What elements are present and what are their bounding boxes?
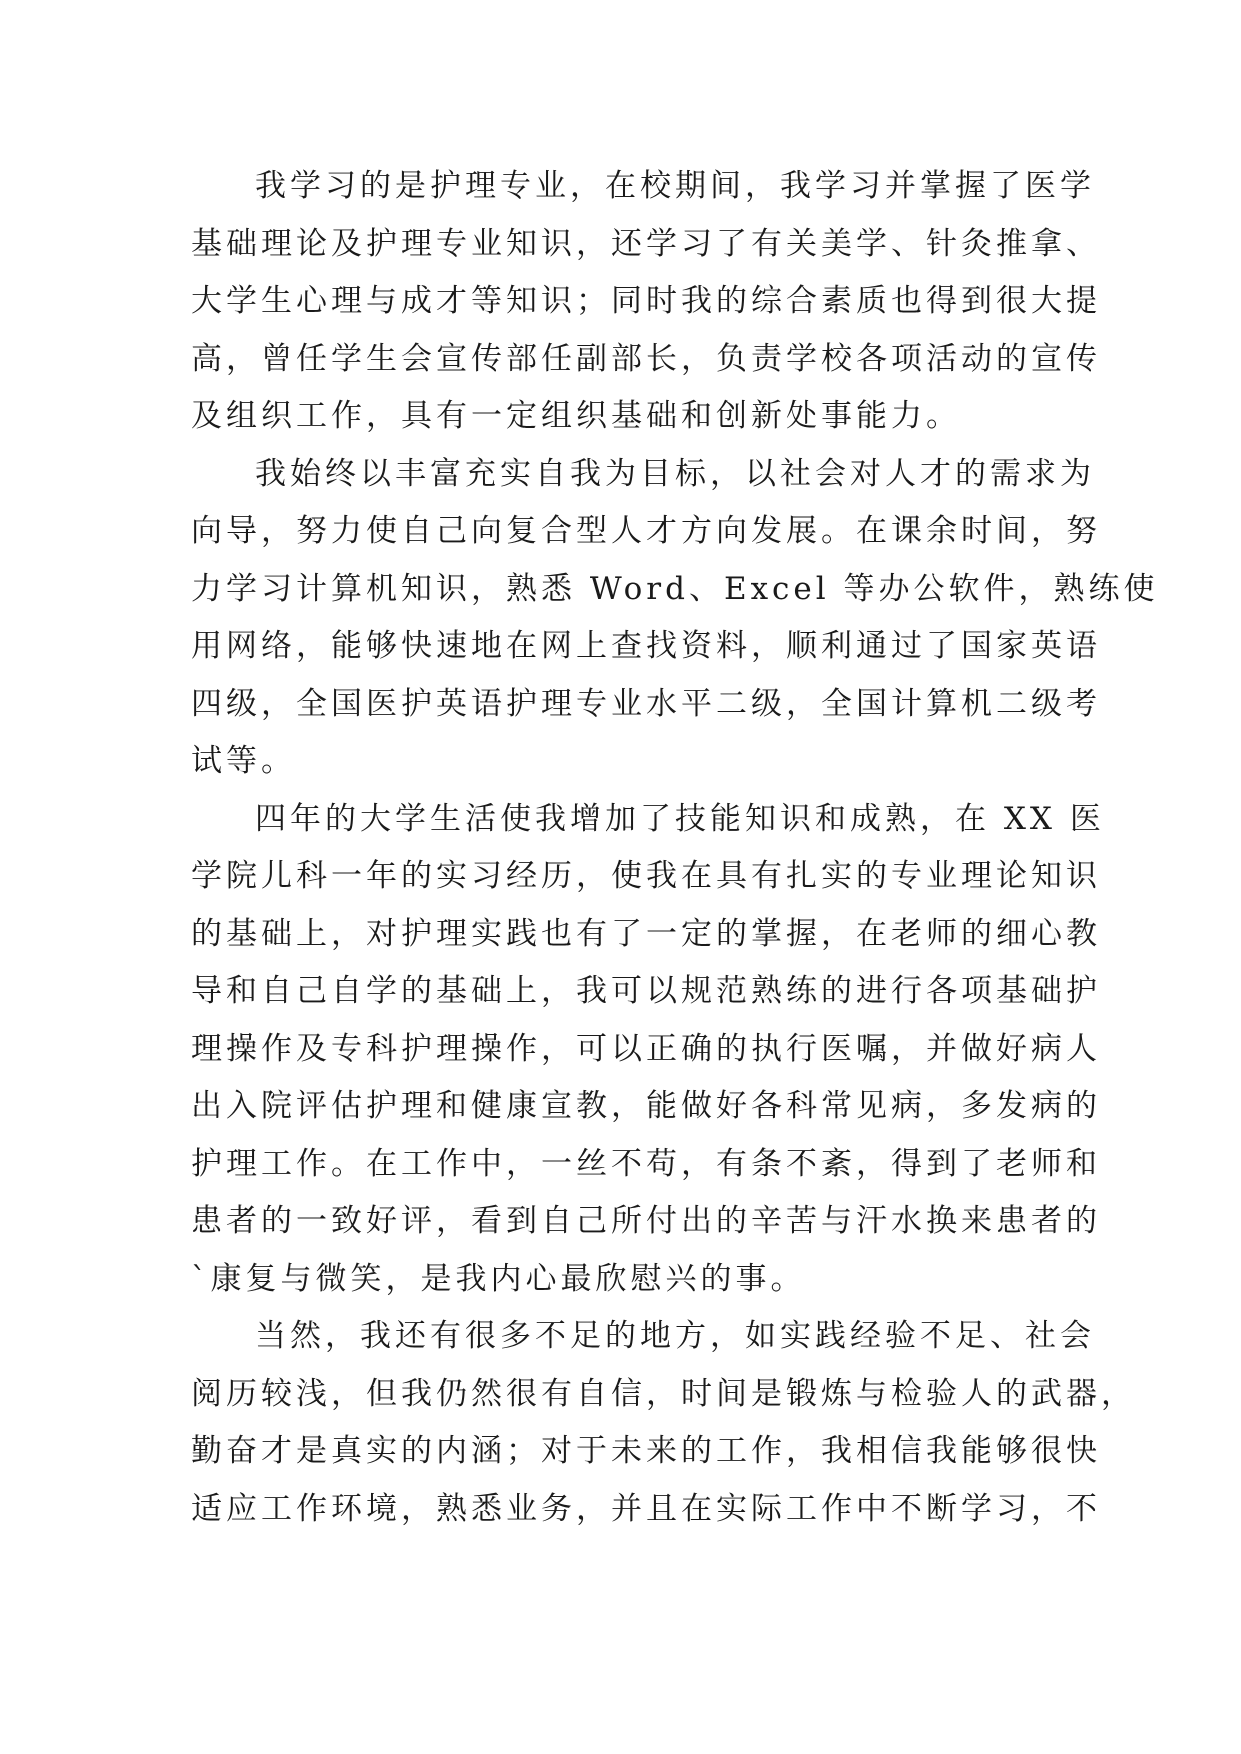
text-line: 高，曾任学生会宣传部任副部长，负责学校各项活动的宣传	[191, 340, 1101, 377]
text-line: 我学习的是护理专业，在校期间，我学习并掌握了医学	[255, 168, 1095, 204]
text-line: 适应工作环境，熟悉业务，并且在实际工作中不断学习，不	[191, 1490, 1101, 1527]
text-line: 患者的一致好评，看到自己所付出的辛苦与汗水换来患者的	[191, 1203, 1101, 1239]
text-line: 四年的大学生活使我增加了技能知识和成熟，在 XX 医	[255, 800, 1105, 837]
text-line: `康复与微笑，是我内心最欣慰兴的事。	[191, 1260, 806, 1297]
text-line: 大学生心理与成才等知识；同时我的综合素质也得到很大提	[191, 283, 1101, 319]
text-line: 当然，我还有很多不足的地方，如实践经验不足、社会	[255, 1318, 1095, 1354]
text-line: 出入院评估护理和健康宣教，能做好各科常见病，多发病的	[191, 1088, 1101, 1124]
document-body	[191, 158, 1159, 1538]
paragraph-2	[191, 446, 1159, 791]
paragraph-4	[191, 1308, 1136, 1538]
text-line: 力学习计算机知识，熟悉 Word、Excel 等办公软件，熟练使	[191, 570, 1159, 607]
text-line: 护理工作。在工作中，一丝不苟，有条不紊，得到了老师和	[191, 1145, 1101, 1182]
text-line: 学院儿科一年的实习经历，使我在具有扎实的专业理论知识	[191, 858, 1101, 894]
text-line: 勤奋才是真实的内涵；对于未来的工作，我相信我能够很快	[191, 1433, 1101, 1469]
text-line: 导和自己自学的基础上，我可以规范熟练的进行各项基础护	[191, 973, 1101, 1009]
text-line: 向导，努力使自己向复合型人才方向发展。在课余时间，努	[191, 513, 1101, 549]
text-line: 及组织工作，具有一定组织基础和创新处事能力。	[191, 398, 961, 434]
text-line: 理操作及专科护理操作，可以正确的执行医嘱，并做好病人	[191, 1030, 1101, 1067]
text-line: 四级，全国医护英语护理专业水平二级，全国计算机二级考	[191, 685, 1101, 722]
text-line: 的基础上，对护理实践也有了一定的掌握，在老师的细心教	[191, 915, 1101, 952]
text-line: 用网络，能够快速地在网上查找资料，顺利通过了国家英语	[191, 628, 1101, 664]
paragraph-3	[191, 791, 1105, 1309]
text-line: 我始终以丰富充实自我为目标，以社会对人才的需求为	[255, 455, 1095, 492]
paragraph-1	[191, 158, 1101, 446]
text-line: 试等。	[191, 743, 296, 779]
text-line: 阅历较浅，但我仍然很有自信，时间是锻炼与检验人的武器，	[191, 1375, 1136, 1412]
text-line: 基础理论及护理专业知识，还学习了有关美学、针灸推拿、	[191, 225, 1101, 262]
